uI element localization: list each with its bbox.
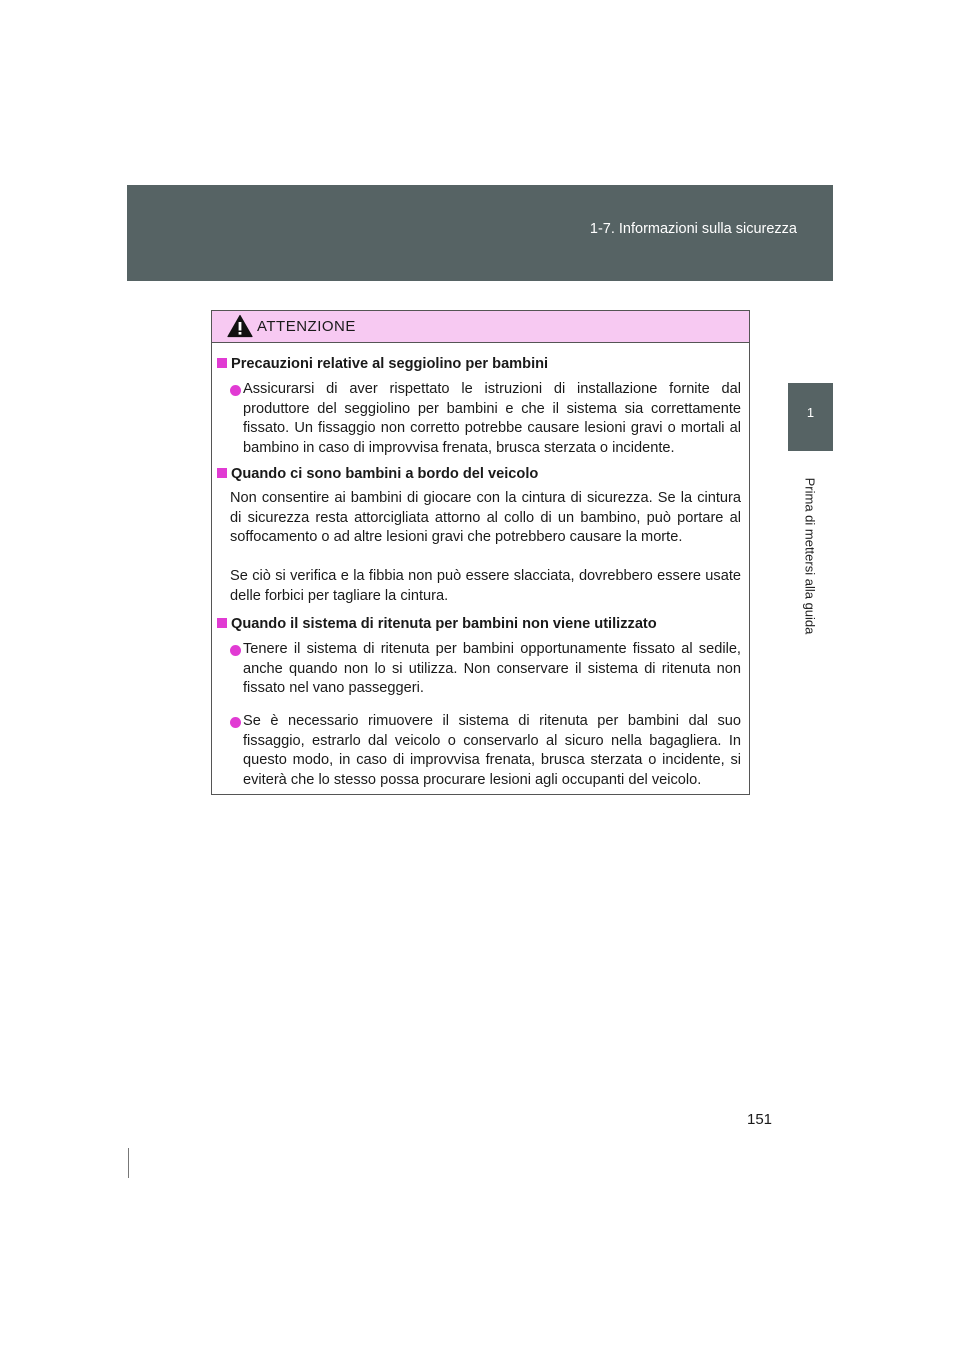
section-heading: Precauzioni relative al seggiolino per bambini [217,355,741,375]
warning-triangle-icon [227,314,253,338]
warning-box [211,310,750,795]
chapter-number: 1 [806,405,815,420]
warning-header [212,311,749,343]
header-bar [127,185,833,281]
page-number: 151 [747,1111,773,1128]
paragraph: Non consentire ai bambini di giocare con la cintura di sicurezza. Se la cintura di sicurezza resta attorcigliata attorno al collo di un bambino, può portare al soffocamento o ad altre lesioni gravi che potrebbero causare la morte. [230,490,741,546]
round-bullet-icon [230,717,241,728]
section-heading: Quando ci sono bambini a bordo del veicolo [217,465,741,485]
chapter-label: Prima di mettersi alla guida [802,477,818,635]
margin-mark [128,1148,129,1178]
section-title: 1-7. Informazioni sulla sicurezza [589,221,797,237]
round-bullet-icon [230,645,241,656]
square-bullet-icon [217,468,227,478]
chapter-tab[interactable] [788,383,833,451]
paragraph: Se ciò si verifica e la fibbia non può essere slacciata, dovrebbero essere usate delle forbici per tagliare la cintura. [230,568,741,604]
round-bullet-icon [230,385,241,396]
list-item: Tenere il sistema di ritenuta per bambini opportunamente fissato al sedile, anche quando non lo si utilizza. Non conservare il sistema di ritenuta non fissato nel vano passeggeri. [230,640,741,699]
section-heading: Quando il sistema di ritenuta per bambini non viene utilizzato [217,615,741,635]
warning-title: ATTENZIONE [257,318,356,335]
square-bullet-icon [217,618,227,628]
list-item: Assicurarsi di aver rispettato le istruzioni di installazione fornite dal produttore del seggiolino per bambini e che il sistema sia correttamente fissato. Un fissaggio non corretto potrebbe causare lesioni gravi o mortali al bambino in caso di improvvisa frenata, brusca sterzata o incidente. [230,380,741,458]
square-bullet-icon [217,358,227,368]
list-item: Se è necessario rimuovere il sistema di ritenuta per bambini dal suo fissaggio, estrarlo dal veicolo o conservarlo al sicuro nella bagagliera. In questo modo, in caso di improvvisa frenata, brusca sterzata o incidente, si eviterà che lo stesso possa procurare lesioni agli occupanti del veicolo. [230,712,741,790]
